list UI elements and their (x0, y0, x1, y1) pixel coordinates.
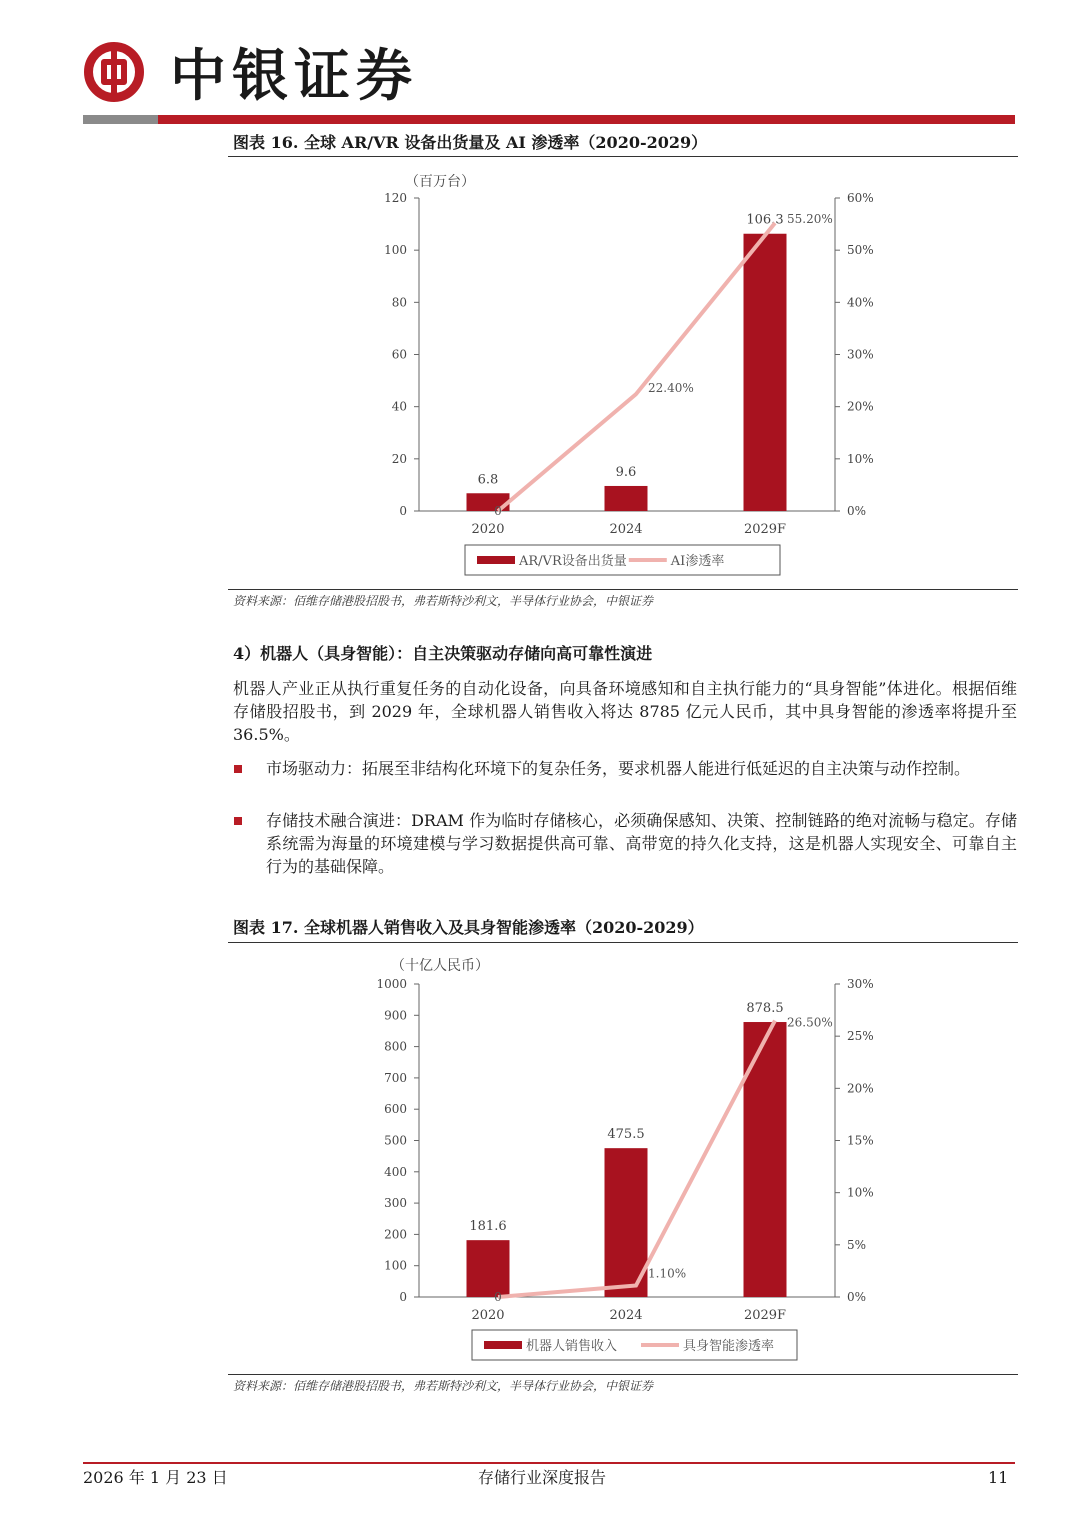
line-data-label: 1.10% (648, 1266, 687, 1281)
footer-rule (83, 1462, 1015, 1464)
y-left-tick-label: 300 (384, 1196, 407, 1211)
line-data-label: 55.20% (787, 212, 833, 227)
legend-label-bar: 机器人销售收入 (526, 1339, 618, 1354)
y-right-tick-label: 50% (847, 243, 874, 258)
y-left-tick-label: 100 (384, 243, 407, 258)
y-axis-unit-label: （十亿人民币） (391, 958, 489, 974)
y-axis-unit-label: （百万台） (405, 174, 475, 190)
footer-date: 2026 年 1 月 23 日 (83, 1468, 228, 1487)
x-tick-label: 2020 (471, 522, 505, 537)
footer-report-title: 存储行业深度报告 (478, 1468, 607, 1487)
y-right-tick-label: 5% (847, 1237, 867, 1252)
brand-name: 中银证券 (170, 43, 418, 109)
section-paragraph: 机器人产业正从执行重复任务的自动化设备，向具备环境感知和自主执行能力的“具身智能”体进化。根据佰维存储股招股书，到 2029 年，全球机器人销售收入将达 8785 亿元人民币，其中具身智能的渗透率将提升至 36.5%。 (233, 679, 1017, 744)
legend-swatch-bar (484, 1341, 522, 1349)
y-left-tick-label: 600 (384, 1102, 407, 1117)
figure17-source: 资料来源：佰维存储港股招股书，弗若斯特沙利文，半导体行业协会，中银证券 (233, 1379, 654, 1393)
bar-data-label: 878.5 (746, 1001, 784, 1017)
y-left-tick-label: 900 (384, 1008, 407, 1023)
line-data-label: 22.40% (648, 381, 694, 396)
figure16-source: 资料来源：佰维存储港股招股书，弗若斯特沙利文，半导体行业协会，中银证券 (233, 594, 654, 608)
x-tick-label: 2020 (471, 1308, 505, 1323)
y-right-tick-label: 20% (847, 1081, 874, 1096)
y-right-tick-label: 30% (847, 347, 874, 362)
y-left-tick-label: 40 (391, 399, 407, 414)
bullet-item: 市场驱动力：拓展至非结构化环境下的复杂任务，要求机器人能进行低延迟的自主决策与动作控制。 (266, 759, 971, 778)
y-right-tick-label: 0% (847, 1290, 867, 1304)
bullet-item: 存储技术融合演进：DRAM 作为临时存储核心，必须确保感知、决策、控制链路的绝对流畅与稳定。存储系统需为海量的环境建模与学习数据提供高可靠、高带宽的持久化支持，这是机器人实现安全、可靠自主行为的基础保障。 (266, 811, 1017, 876)
y-left-tick-label: 700 (384, 1070, 407, 1085)
y-left-tick-label: 80 (391, 295, 407, 310)
line-data-label: 0 (494, 1290, 502, 1304)
y-left-tick-label: 200 (384, 1227, 407, 1242)
line-data-label: 26.50% (787, 1015, 833, 1030)
bar-data-label: 475.5 (607, 1127, 645, 1143)
y-right-tick-label: 10% (847, 451, 874, 466)
y-right-tick-label: 60% (847, 191, 874, 205)
figure17-title: 图表 17. 全球机器人销售收入及具身智能渗透率（2020-2029） (233, 918, 704, 937)
y-left-tick-label: 500 (384, 1133, 407, 1148)
x-tick-label: 2024 (609, 1308, 643, 1323)
y-right-tick-label: 40% (847, 295, 874, 310)
y-left-tick-label: 0 (399, 1290, 407, 1304)
bar-data-label: 9.6 (615, 464, 637, 480)
x-tick-label: 2029F (743, 522, 787, 537)
legend-label-line: AI渗透率 (670, 554, 725, 569)
line-data-label: 0 (494, 504, 502, 518)
y-left-tick-label: 0 (399, 504, 407, 518)
figure17-bottom-rule (228, 1374, 1018, 1375)
y-right-tick-label: 20% (847, 399, 874, 414)
y-left-tick-label: 100 (384, 1258, 407, 1273)
x-tick-label: 2029F (743, 1308, 787, 1323)
y-left-tick-label: 1000 (376, 977, 407, 991)
figure16-title: 图表 16. 全球 AR/VR 设备出货量及 AI 渗透率（2020-2029） (233, 133, 708, 152)
y-left-tick-label: 20 (391, 451, 407, 466)
bar-data-label: 106.3 (746, 212, 784, 228)
y-right-tick-label: 25% (847, 1029, 874, 1044)
bar-data-label: 181.6 (469, 1219, 507, 1235)
y-left-tick-label: 800 (384, 1039, 407, 1054)
section-heading: 4）机器人（具身智能）：自主决策驱动存储向高可靠性演进 (233, 644, 653, 663)
y-right-tick-label: 30% (847, 977, 874, 991)
y-right-tick-label: 15% (847, 1133, 874, 1148)
y-left-tick-label: 400 (384, 1164, 407, 1179)
y-right-tick-label: 10% (847, 1185, 874, 1200)
legend-label-line: 具身智能渗透率 (683, 1339, 775, 1354)
footer-page-number: 11 (988, 1468, 1009, 1487)
bar-data-label: 6.8 (477, 472, 499, 488)
y-right-tick-label: 0% (847, 504, 867, 518)
y-left-tick-label: 120 (384, 191, 407, 205)
x-tick-label: 2024 (609, 522, 643, 537)
bar (467, 1240, 510, 1297)
bar (744, 1022, 787, 1297)
y-left-tick-label: 60 (391, 347, 407, 362)
legend-label-bar: AR/VR设备出货量 (519, 554, 627, 569)
